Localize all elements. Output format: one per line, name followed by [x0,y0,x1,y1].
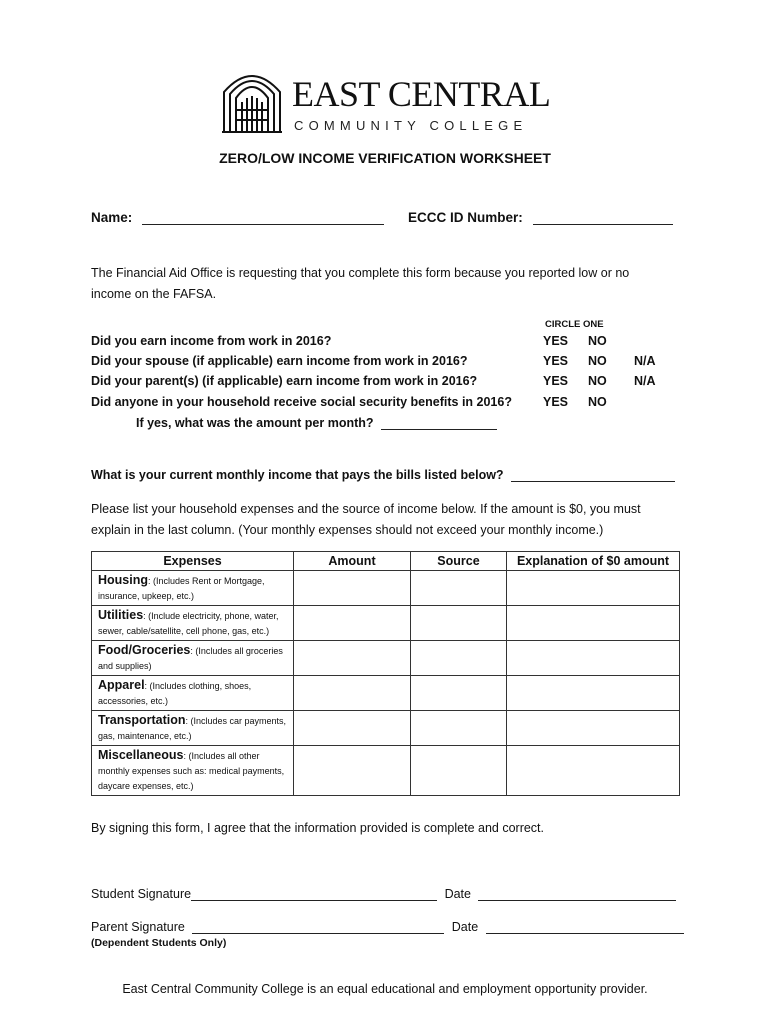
amount-cell[interactable] [294,641,411,676]
question-3: Did your parent(s) (if applicable) earn income from work in 2016? [91,374,478,388]
q3-no[interactable]: NO [588,374,607,388]
table-row [92,746,680,796]
student-signature-label: Student Signature [91,887,192,901]
amount-cell[interactable] [294,571,411,606]
page-title: ZERO/LOW INCOME VERIFICATION WORKSHEET [219,150,551,166]
source-cell[interactable] [411,571,507,606]
source-cell[interactable] [411,711,507,746]
q4-no[interactable]: NO [588,395,607,409]
name-label: Name: [91,210,133,225]
explanation-cell[interactable] [507,571,680,606]
name-field[interactable] [142,210,384,225]
category-name: Utilities [98,608,144,622]
student-signature-field[interactable] [191,886,437,901]
explanation-cell[interactable] [507,606,680,641]
expenses-intro: Please list your household expenses and the source of income below. If the amount is $0, you must explain in the last column. (Your monthly expenses should not exceed your monthly income.) [91,502,641,537]
category-name: Food/Groceries [98,643,191,657]
expense-category [92,746,294,796]
table-row [92,571,680,606]
category-note: : (Includes all other monthly expenses such as: medical payments, daycare expenses, etc.) [98,751,285,791]
col-explanation: Explanation of $0 amount [507,552,680,571]
followup-question: If yes, what was the amount per month? [136,416,374,430]
question-2: Did your spouse (if applicable) earn income from work in 2016? [91,354,468,368]
q2-yes[interactable]: YES [543,354,569,368]
table-row [92,711,680,746]
source-cell[interactable] [411,746,507,796]
dependent-note: (Dependent Students Only) [91,937,227,949]
q4-yes[interactable]: YES [543,395,569,409]
source-cell[interactable] [411,676,507,711]
id-row [408,210,673,225]
followup-row [136,415,497,430]
archway-building-icon [220,62,284,134]
question-1: Did you earn income from work in 2016? [91,334,332,348]
category-note: : (Includes car payments, gas, maintenance, etc.) [98,716,287,741]
agreement-text: By signing this form, I agree that the information provided is complete and correct. [91,821,545,835]
student-signature-row [91,886,676,901]
amount-cell[interactable] [294,746,411,796]
category-note: : (Includes all groceries and supplies) [98,646,283,671]
category-note: : (Includes Rent or Mortgage, insurance, upkeep, etc.) [98,576,265,601]
id-label: ECCC ID Number: [408,210,523,225]
id-number-field[interactable] [533,210,673,225]
explanation-cell[interactable] [507,676,680,711]
parent-date-label: Date [451,920,479,934]
amount-cell[interactable] [294,676,411,711]
monthly-benefit-field[interactable] [381,415,497,430]
logo-name: EAST CENTRAL [292,74,551,114]
q2-na[interactable]: N/A [634,354,656,368]
amount-cell[interactable] [294,711,411,746]
table-header-row [92,552,680,571]
source-cell[interactable] [411,641,507,676]
expense-category [92,641,294,676]
q1-no[interactable]: NO [588,334,607,348]
table-row [92,606,680,641]
table-row [92,676,680,711]
name-row [91,210,384,225]
intro-text: The Financial Aid Office is requesting that you complete this form because you reported low or no income on the FAFSA. [91,266,630,301]
footer-statement: East Central Community College is an equal educational and employment opportunity provider. [122,982,648,996]
category-name: Miscellaneous [98,748,184,762]
category-note: : (Includes clothing, shoes, accessories, etc.) [98,681,252,706]
col-source: Source [411,552,507,571]
expense-category [92,606,294,641]
student-date-field[interactable] [478,886,676,901]
category-name: Housing [98,573,148,587]
college-logo [220,62,560,138]
expense-category [92,676,294,711]
source-cell[interactable] [411,606,507,641]
parent-signature-label: Parent Signature [91,920,185,934]
question-4: Did anyone in your household receive social security benefits in 2016? [91,395,512,409]
explanation-cell[interactable] [507,711,680,746]
monthly-income-row [91,467,675,482]
expense-category [92,571,294,606]
explanation-cell[interactable] [507,746,680,796]
parent-signature-row [91,919,684,934]
expense-category [92,711,294,746]
q3-na[interactable]: N/A [634,374,656,388]
q1-yes[interactable]: YES [543,334,569,348]
monthly-income-question: What is your current monthly income that pays the bills listed below? [91,468,504,482]
circle-one-label: CIRCLE ONE [545,319,604,330]
category-name: Apparel [98,678,145,692]
expenses-table [91,551,680,796]
amount-cell[interactable] [294,606,411,641]
logo-subtitle: COMMUNITY COLLEGE [294,118,528,133]
q2-no[interactable]: NO [588,354,607,368]
parent-date-field[interactable] [486,919,684,934]
col-expenses: Expenses [92,552,294,571]
explanation-cell[interactable] [507,641,680,676]
col-amount: Amount [294,552,411,571]
parent-signature-field[interactable] [192,919,444,934]
table-row [92,641,680,676]
q3-yes[interactable]: YES [543,374,569,388]
category-note: : (Include electricity, phone, water, sewer, cable/satellite, cell phone, gas, etc.) [98,611,279,636]
monthly-income-field[interactable] [511,467,675,482]
category-name: Transportation [98,713,186,727]
student-date-label: Date [444,887,471,901]
